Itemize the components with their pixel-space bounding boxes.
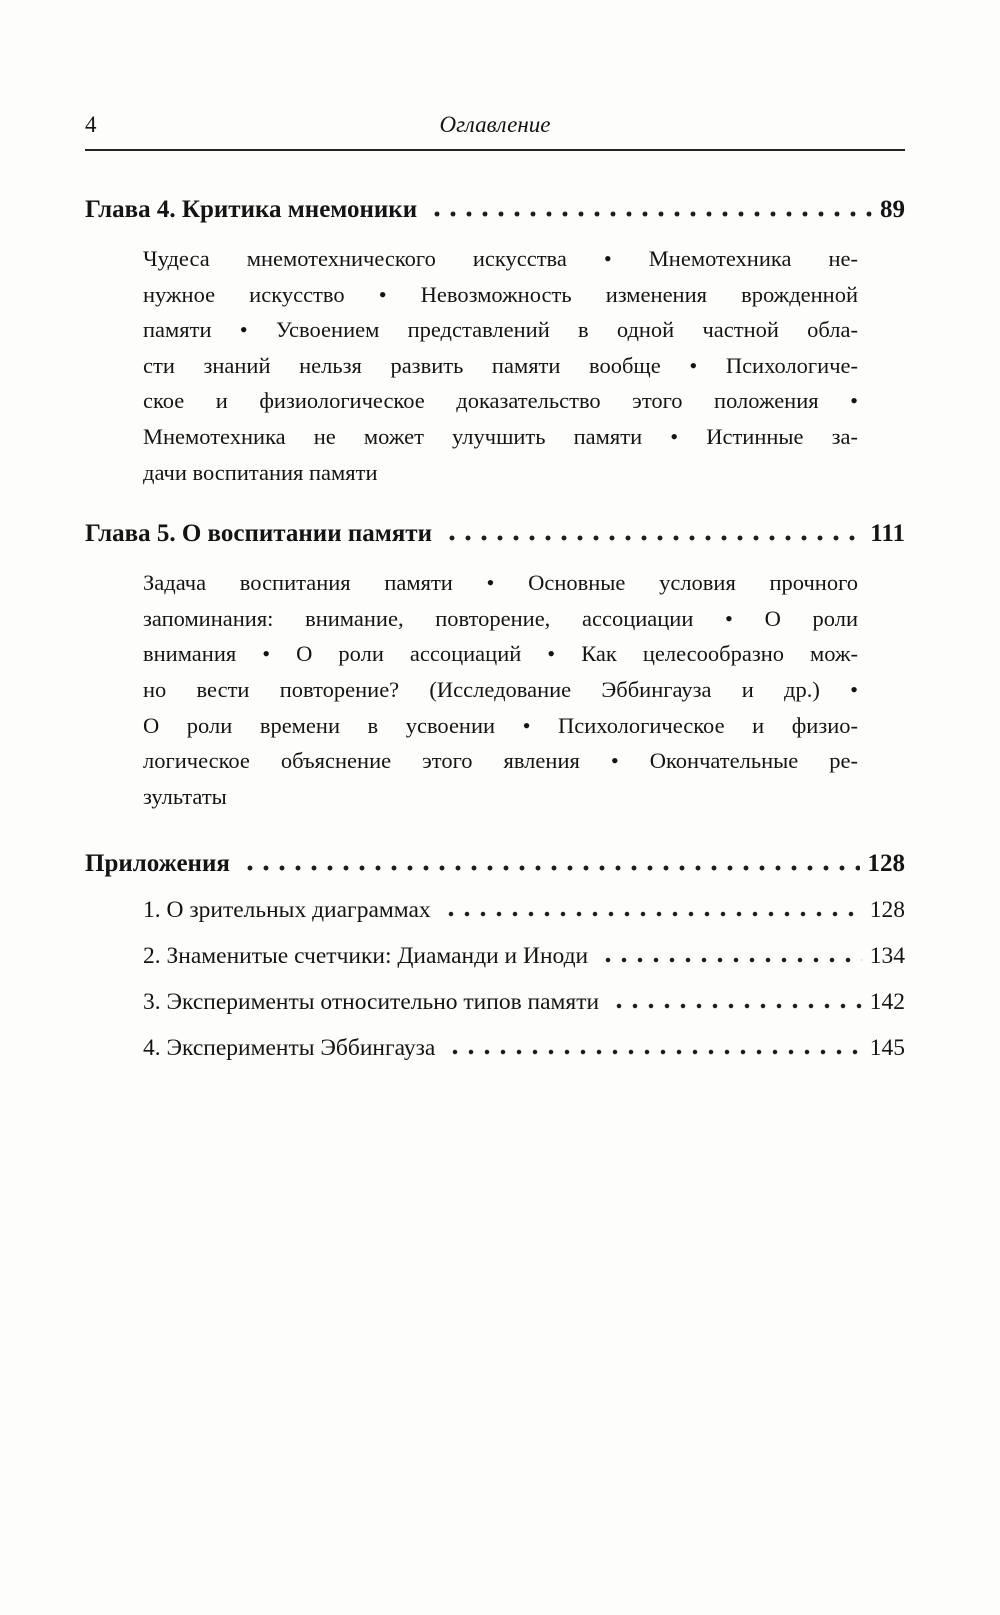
appendix-item-page-number: 128: [869, 897, 905, 924]
annotation-line: зультаты: [143, 783, 227, 809]
chapter-5-page-number: 111: [870, 520, 905, 548]
chapter-4-annotation: [143, 241, 858, 490]
annotation-line: Задача воспитания памяти • Основные условия прочного: [143, 570, 858, 596]
annotation-line: памяти • Усвоением представлений в одной частной обла-: [143, 317, 858, 343]
annotation-line: внимания • О роли ассоциаций • Как целесообразно мож-: [143, 641, 858, 667]
chapter-4-page-number: 89: [880, 196, 905, 223]
appendices-page-number: 128: [867, 850, 905, 878]
table-of-contents: [85, 196, 905, 1062]
appendix-item-3: [143, 989, 905, 1016]
dot-leader: [443, 911, 862, 917]
annotation-line: но вести повторение? (Исследование Эббингауза и др.) •: [143, 676, 858, 702]
dot-leader: [600, 957, 862, 963]
toc-entry-chapter-5: [85, 520, 905, 548]
annotation-line: нужное искусство • Невозможность изменения врожденной: [143, 281, 858, 307]
dot-leader: [611, 1003, 862, 1009]
annotation-line: запоминания: внимание, повторение, ассоциации • О роли: [143, 605, 858, 631]
appendix-item-label: 3. Эксперименты относительно типов памяти: [143, 989, 600, 1016]
annotation-line: сти знаний нельзя развить памяти вообще • Психологиче-: [143, 352, 858, 378]
appendix-item-page-number: 145: [869, 1035, 905, 1062]
appendix-item-label: 4. Эксперименты Эббингауза: [143, 1035, 436, 1062]
appendix-list: [143, 897, 905, 1062]
appendix-item-page-number: 134: [869, 943, 905, 970]
running-head-title: Оглавление: [439, 112, 551, 137]
annotation-line: ское и физиологическое доказательство этого положения •: [143, 388, 858, 414]
running-head-row: [85, 112, 905, 142]
chapter-4-title: Глава 4. Критика мнемоники: [85, 196, 418, 223]
annotation-line: Мнемотехника не может улучшить памяти • Истинные за-: [143, 423, 858, 449]
annotation-line: логическое объяснение этого явления • Окончательные ре-: [143, 748, 858, 774]
appendix-item-4: [143, 1035, 905, 1062]
annotation-line: дачи воспитания памяти: [143, 459, 378, 485]
annotation-line: Чудеса мнемотехнического искусства • Мнемотехника не-: [143, 246, 858, 271]
dot-leader: [447, 1049, 861, 1055]
running-head: [85, 112, 905, 151]
dot-leader: [429, 211, 872, 217]
appendix-item-label: 1. О зрительных диаграммах: [143, 897, 431, 924]
dot-leader: [444, 535, 862, 541]
chapter-5-annotation: [143, 565, 858, 814]
dot-leader: [242, 865, 860, 871]
page-number: 4: [85, 112, 97, 137]
annotation-line: О роли времени в усвоении • Психологическое и физио-: [143, 712, 858, 738]
appendix-item-2: [143, 943, 905, 970]
toc-entry-appendices: [85, 850, 905, 878]
toc-entry-chapter-4: [85, 196, 905, 224]
appendix-item-page-number: 142: [869, 989, 905, 1016]
appendix-item-1: [143, 897, 905, 924]
appendices-title: Приложения: [85, 850, 230, 878]
appendix-item-label: 2. Знаменитые счетчики: Диаманди и Иноди: [143, 943, 589, 970]
running-head-rule: [85, 149, 905, 151]
chapter-5-title: Глава 5. О воспитании памяти: [85, 520, 432, 548]
